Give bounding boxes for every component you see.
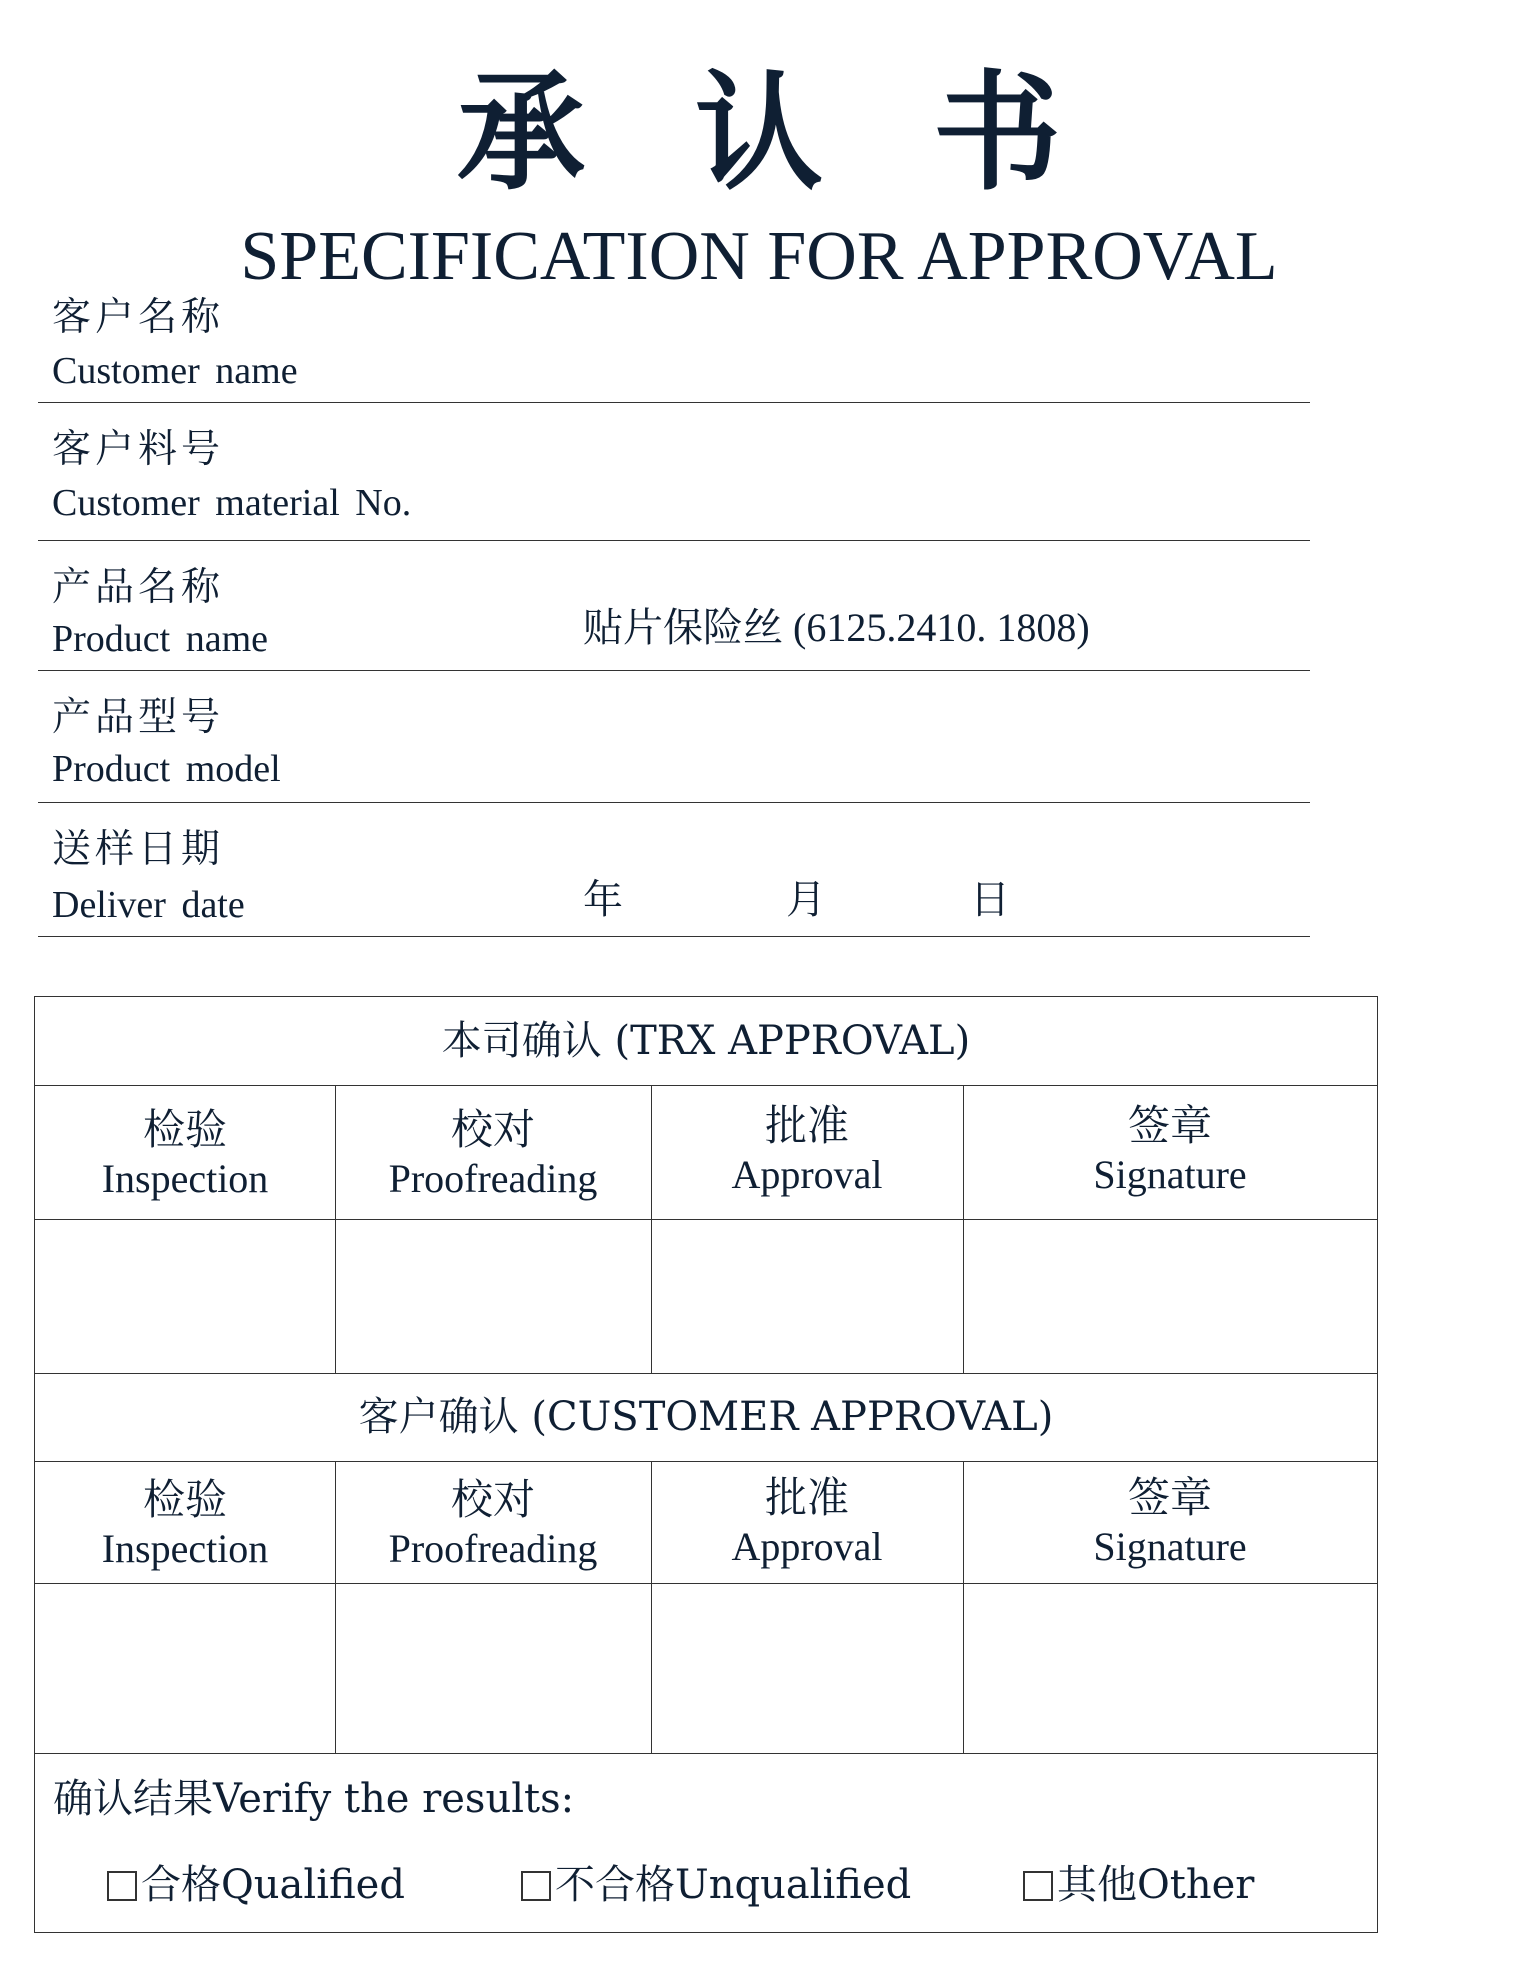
divider: [35, 1085, 1377, 1086]
trx-col-proofreading: 校对 Proofreading: [388, 1105, 598, 1201]
customer-col-approval: 批准 Approval: [731, 1473, 883, 1569]
customer-approval-title: 客户确认 (CUSTOMER APPROVAL): [358, 1394, 1054, 1440]
trx-col-approval: 批准 Approval: [731, 1101, 883, 1197]
divider: [35, 1461, 1377, 1462]
option-label: 合格Qualified: [141, 1862, 405, 1908]
field-label-cn: 客户名称: [52, 295, 225, 340]
column-divider: [651, 1461, 652, 1753]
document-title-en: SPECIFICATION FOR APPROVAL: [240, 218, 1278, 295]
customer-col-proofreading: 校对 Proofreading: [388, 1475, 598, 1571]
field-label-en: Product name: [52, 618, 269, 660]
option-label: 其他Other: [1057, 1862, 1255, 1908]
option-unqualified[interactable]: [521, 1862, 912, 1908]
trx-col-inspection: 检验 Inspection: [101, 1105, 269, 1201]
field-deliver-date: [38, 802, 1310, 937]
field-label-cn: 客户料号: [52, 427, 225, 472]
trx-approval-title: 本司确认 (TRX APPROVAL): [441, 1018, 971, 1064]
option-other[interactable]: [1023, 1862, 1255, 1908]
field-label-en: Deliver date: [52, 884, 245, 926]
checkbox-icon[interactable]: [521, 1871, 551, 1901]
divider: [35, 1219, 1377, 1220]
column-divider: [335, 1461, 336, 1753]
field-customer-material-no: [38, 402, 1310, 541]
column-divider: [651, 1085, 652, 1373]
customer-col-inspection: 检验 Inspection: [101, 1475, 269, 1571]
option-label: 不合格Unqualified: [555, 1862, 912, 1908]
option-qualified[interactable]: [107, 1862, 405, 1908]
column-divider: [963, 1085, 964, 1373]
divider: [35, 1373, 1377, 1374]
field-customer-name: [38, 290, 1310, 403]
field-value-product-name[interactable]: 贴片保险丝 (6125.2410. 1808): [583, 605, 1090, 650]
column-divider: [335, 1085, 336, 1373]
field-label-cn: 产品名称: [52, 565, 225, 610]
document-title-cn: 承认书: [456, 59, 1171, 208]
field-label-en: Product model: [52, 748, 281, 790]
date-year-label[interactable]: 年: [583, 877, 623, 922]
column-divider: [963, 1461, 964, 1753]
field-label-cn: 产品型号: [52, 695, 225, 740]
date-day-label[interactable]: 日: [970, 877, 1010, 922]
verify-results-label: 确认结果Verify the results:: [53, 1776, 575, 1822]
date-month-label[interactable]: 月: [786, 877, 826, 922]
field-product-model: [38, 670, 1310, 803]
customer-col-signature: 签章 Signature: [1093, 1473, 1247, 1569]
field-label-cn: 送样日期: [52, 827, 225, 872]
field-label-en: Customer material No.: [52, 482, 412, 524]
approval-table: [34, 996, 1378, 1933]
checkbox-icon[interactable]: [1023, 1871, 1053, 1901]
divider: [35, 1583, 1377, 1584]
field-label-en: Customer name: [52, 350, 298, 392]
checkbox-icon[interactable]: [107, 1871, 137, 1901]
trx-col-signature: 签章 Signature: [1093, 1101, 1247, 1197]
divider: [35, 1753, 1377, 1754]
field-product-name: [38, 540, 1310, 671]
